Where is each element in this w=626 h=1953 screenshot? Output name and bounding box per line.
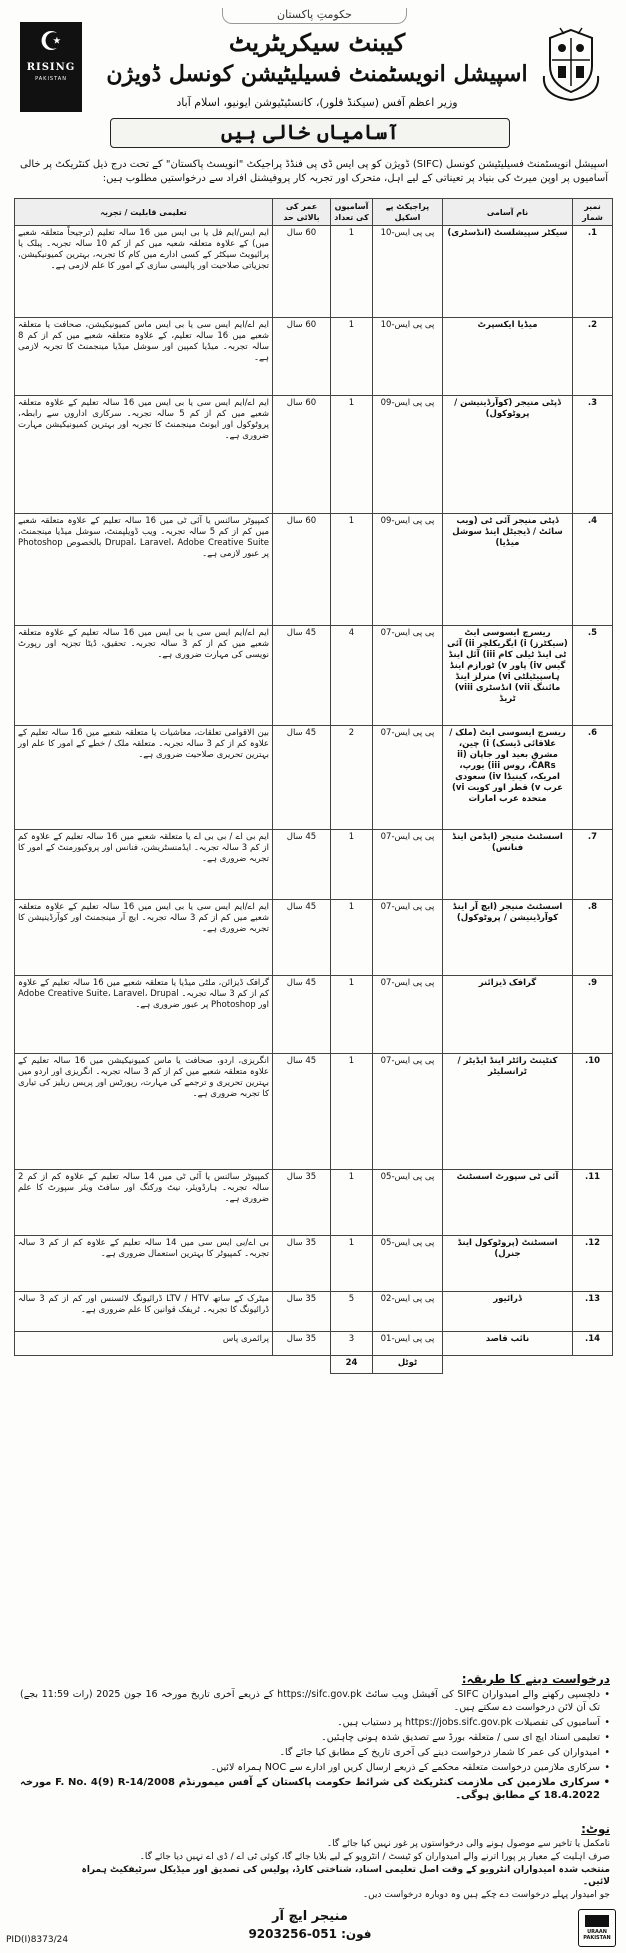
age-limit: 60 سال — [273, 226, 331, 318]
pay-scale: پی پی ایس-07 — [373, 1054, 443, 1170]
post-count: 1 — [331, 396, 373, 514]
rising-pakistan-logo — [20, 22, 82, 112]
row-num: 1. — [573, 226, 613, 318]
table-row — [15, 1170, 613, 1236]
row-num: 5. — [573, 626, 613, 726]
age-limit: 45 سال — [273, 976, 331, 1054]
pay-scale: پی پی ایس-07 — [373, 726, 443, 830]
age-limit: 35 سال — [273, 1332, 331, 1356]
col-header-scale: پراجیکٹ پے اسکیل — [373, 199, 443, 226]
table-total-row — [15, 1356, 613, 1374]
qualification: پرائمری پاس — [15, 1332, 273, 1356]
empty-cell — [573, 1356, 613, 1374]
logo-left-text: RISING — [26, 62, 76, 73]
col-header-num: نمبر شمار — [573, 199, 613, 226]
post-name: ڈرائیور — [443, 1292, 573, 1332]
post-name: اسسٹنٹ منیجر (ایڈمن اینڈ فنانس) — [443, 830, 573, 900]
qualification: انگریزی، اردو، صحافت یا ماس کمیونیکیشن میں 16 سالہ تعلیم کے علاوہ متعلقہ شعبے میں کم از کم 3 سالہ تجربہ۔ انگریزی اور اردو میں بہترین تحریری و ترجمے کی مہارت، رپورٹس اور پریس ریلیز کی تیاری کا تجربہ ضروری ہے۔ — [15, 1054, 273, 1170]
post-name: نائب قاصد — [443, 1332, 573, 1356]
table-row — [15, 830, 613, 900]
age-limit: 60 سال — [273, 396, 331, 514]
list-item: • آسامیوں کی تفصیلات https://jobs.sifc.gov.pk پر دستیاب ہیں۔ — [20, 1716, 610, 1729]
pay-scale: پی پی ایس-07 — [373, 900, 443, 976]
pay-scale: پی پی ایس-05 — [373, 1236, 443, 1292]
post-name: سیکٹر سپیشلسٹ (انڈسٹری) — [443, 226, 573, 318]
age-limit: 60 سال — [273, 514, 331, 626]
col-header-count: آسامیوں کی تعداد — [331, 199, 373, 226]
table-row — [15, 900, 613, 976]
qualification: میٹرک کے ساتھ LTV / HTV ڈرائیونگ لائسنس اور کم از کم 3 سالہ ڈرائیونگ کا تجربہ۔ ٹریفک قوانین کا علم ضروری ہے۔ — [15, 1292, 273, 1332]
age-limit: 60 سال — [273, 318, 331, 396]
header — [12, 8, 614, 136]
how-to-apply-title: درخواست دینے کا طریقہ: — [461, 1672, 610, 1686]
col-header-name: نام آسامی — [443, 199, 573, 226]
uraan-logo-text: URAAN PAKISTAN — [583, 1929, 611, 1941]
age-limit: 45 سال — [273, 626, 331, 726]
how-to-apply-section — [20, 1672, 610, 1804]
logo-left-subtext: PAKISTAN — [35, 76, 67, 82]
post-name: ڈپٹی منیجر آئی ٹی (ویب سائٹ / ڈیجیٹل اینڈ سوشل میڈیا) — [443, 514, 573, 626]
table-row — [15, 1292, 613, 1332]
qualification: بین الاقوامی تعلقات، معاشیات یا متعلقہ شعبے میں 16 سالہ تعلیم کے علاوہ کم از کم 3 سالہ تجربہ۔ متعلقہ ملک / خطے کے امور کا علم اور بہترین تحریری صلاحیت ضروری ہے۔ — [15, 726, 273, 830]
notes-title: نوٹ: — [581, 1822, 610, 1836]
list-item: • امیدواران کی عمر کا شمار درخواست دینے کی آخری تاریخ کے مطابق کیا جائے گا۔ — [20, 1746, 610, 1759]
footer — [0, 1905, 626, 1953]
post-name: اسسٹنٹ (پروٹوکول اینڈ جنرل) — [443, 1236, 573, 1292]
post-name: گرافک ڈیزائنر — [443, 976, 573, 1054]
qualification: کمپیوٹر سائنس یا آئی ٹی میں 16 سالہ تعلیم کے علاوہ متعلقہ شعبے میں کم از کم 5 سالہ تجربہ۔ ویب ڈویلپمنٹ، سوشل میڈیا مینجمنٹ، Drupal، Laravel، Adobe Creative Suite بالخصوص Photoshop پر عبور لازمی ہے۔ — [15, 514, 273, 626]
table-row — [15, 318, 613, 396]
post-name: کنٹینٹ رائٹر اینڈ ایڈیٹر / ٹرانسلیٹر — [443, 1054, 573, 1170]
pay-scale: پی پی ایس-07 — [373, 626, 443, 726]
post-count: 1 — [331, 514, 373, 626]
government-of-pakistan-strip: حکومتِ پاکستان — [222, 8, 407, 24]
table-row — [15, 1332, 613, 1356]
table-row — [15, 1236, 613, 1292]
post-count: 3 — [331, 1332, 373, 1356]
empty-cell — [273, 1356, 331, 1374]
age-limit: 45 سال — [273, 830, 331, 900]
row-num: 8. — [573, 900, 613, 976]
post-name: ریسرچ ایسوسی ایٹ (سیکٹرز) i) ایگریکلچر ii) آئی ٹی اینڈ ٹیلی کام iii) آئل اینڈ گیس iv) پاور v) ٹورازم اینڈ ہاسپیٹیلٹی vi) منرلز اینڈ مائننگ vii) انڈسٹری viii) ٹریڈ — [443, 626, 573, 726]
phone-number: فون: 051-9203256 — [248, 1927, 372, 1941]
list-item: • سرکاری ملازمین درخواست متعلقہ محکمے کے ذریعے ارسال کریں اور ادارے سے NOC ہمراہ لائیں۔ — [20, 1761, 610, 1774]
post-count: 1 — [331, 1236, 373, 1292]
list-item: نامکمل یا تاخیر سے موصول ہونے والی درخواستوں پر غور نہیں کیا جائے گا۔ — [326, 1839, 610, 1849]
list-item: • سرکاری ملازمین کی ملازمت کنٹریکٹ کی شرائط حکومت پاکستان کے آفس میمورنڈم F. No. 4(9) R-14/2008 مورخہ 18.4.2022 کے مطابق ہوگی۔ — [20, 1776, 610, 1802]
empty-cell — [15, 1356, 273, 1374]
uraan-logo-icon — [585, 1915, 609, 1927]
row-num: 13. — [573, 1292, 613, 1332]
table-row — [15, 514, 613, 626]
vacancies-table — [14, 198, 613, 1374]
col-header-qualification: تعلیمی قابلیت / تجربہ — [15, 199, 273, 226]
table-row — [15, 976, 613, 1054]
post-count: 1 — [331, 1170, 373, 1236]
how-to-apply-list — [20, 1688, 610, 1802]
age-limit: 35 سال — [273, 1292, 331, 1332]
col-header-age: عمر کی بالائی حد — [273, 199, 331, 226]
uraan-pakistan-logo — [578, 1909, 616, 1947]
qualification: ایم اے/ایم ایس سی یا بی ایس میں 16 سالہ تعلیم کے علاوہ متعلقہ شعبے میں کم از کم 3 سالہ تجربہ۔ ایچ آر مینجمنٹ اور کوآرڈینیشن کا تجربہ ضروری ہے۔ — [15, 900, 273, 976]
total-value: 24 — [331, 1356, 373, 1374]
qualification: ایم اے/ایم ایس سی یا بی ایس میں 16 سالہ تعلیم کے علاوہ متعلقہ شعبے میں کم از کم 3 سالہ تجربہ۔ تحقیق، ڈیٹا تجزیہ اور رپورٹ نویسی کی مہارت ضروری ہے۔ — [15, 626, 273, 726]
qualification: ایم بی اے / بی بی اے یا متعلقہ شعبے میں 16 سالہ تعلیم کے علاوہ کم از کم 3 سالہ تجربہ۔ ایڈمنسٹریشن، فنانس اور پروکیورمنٹ کے امور کا تجربہ ضروری ہے۔ — [15, 830, 273, 900]
intro-paragraph: اسپیشل انویسٹمنٹ فسیلیٹیشن کونسل (SIFC) ڈویژن کو پی ایس ڈی پی فنڈڈ پراجیکٹ "انویسٹ پاکستان" کے تحت درج ذیل کنٹریکٹ پر خالی آسامیوں پر اوپن میرٹ کی بنیاد پر تعیناتی کے لیے اہل، متحرک اور تجربہ کار پروفیشنل افراد سے درخواستیں مطلوب ہیں: — [20, 159, 608, 184]
list-item: جو امیدوار پہلے درخواست دے چکے ہیں وہ دوبارہ درخواست دیں۔ — [362, 1890, 610, 1900]
table-row — [15, 396, 613, 514]
office-address: وزیر اعظم آفس (سیکنڈ فلور)، کانسٹیٹیوشن ایونیو، اسلام آباد — [176, 96, 458, 109]
post-name: اسسٹنٹ منیجر (ایچ آر اینڈ کوآرڈینیشن / پروٹوکول) — [443, 900, 573, 976]
state-emblem-icon — [540, 26, 602, 104]
post-name: آئی ٹی سپورٹ اسسٹنٹ — [443, 1170, 573, 1236]
post-count: 1 — [331, 1054, 373, 1170]
pay-scale: پی پی ایس-05 — [373, 1170, 443, 1236]
table-row — [15, 726, 613, 830]
list-item: • تعلیمی اسناد ایچ ای سی / متعلقہ بورڈ سے تصدیق شدہ ہونی چاہئیں۔ — [20, 1731, 610, 1744]
pay-scale: پی پی ایس-02 — [373, 1292, 443, 1332]
qualification: بی اے/بی ایس سی میں 14 سالہ تعلیم کے علاوہ کم از کم 3 سالہ تجربہ۔ کمپیوٹر کا بہترین استعمال ضروری ہے۔ — [15, 1236, 273, 1292]
age-limit: 35 سال — [273, 1170, 331, 1236]
post-name: ریسرچ ایسوسی ایٹ (ملک / علاقائی ڈیسک) i) چین، مشرقِ بعید اور جاپان ii) CARs، روس iii) یورپ، امریکہ، کینیڈا iv) سعودی عرب v) قطر اور کویت vi) متحدہ عرب امارات — [443, 726, 573, 830]
pay-scale: پی پی ایس-09 — [373, 396, 443, 514]
age-limit: 35 سال — [273, 1236, 331, 1292]
pay-scale: پی پی ایس-09 — [373, 514, 443, 626]
pay-scale: پی پی ایس-10 — [373, 318, 443, 396]
table-header-row — [15, 199, 613, 226]
post-count: 4 — [331, 626, 373, 726]
qualification: کمپیوٹر سائنس یا آئی ٹی میں 14 سالہ تعلیم کے علاوہ کم از کم 2 سالہ تجربہ۔ ہارڈویئر، نیٹ ورکنگ اور سافٹ ویئر سپورٹ کا علم ضروری ہے۔ — [15, 1170, 273, 1236]
crescent-star-icon: ☪ — [39, 27, 63, 57]
post-count: 1 — [331, 976, 373, 1054]
list-item: صرف اہلیت کے معیار پر پورا اترنے والے امیدواران کو ٹیسٹ / انٹرویو کے لیے بلایا جائے گا، کوئی ٹی اے / ڈی اے نہیں دیا جائے گا۔ — [139, 1852, 610, 1862]
post-count: 1 — [331, 318, 373, 396]
notes-section — [60, 1822, 610, 1901]
row-num: 12. — [573, 1236, 613, 1292]
age-limit: 45 سال — [273, 726, 331, 830]
table-row — [15, 226, 613, 318]
post-name: ڈپٹی منیجر (کوآرڈینیشن / پروٹوکول) — [443, 396, 573, 514]
notes-list — [60, 1838, 610, 1901]
age-limit: 45 سال — [273, 1054, 331, 1170]
qualification: ایم اے/ایم ایس سی یا بی ایس میں 16 سالہ تعلیم کے علاوہ متعلقہ شعبے میں کم از کم 5 سالہ تجربہ۔ سرکاری اداروں سے رابطہ، پروٹوکول اور ایونٹ مینجمنٹ کا تجربہ اور بہترین کمیونیکیشن مہارت ضروری ہے۔ — [15, 396, 273, 514]
pid-number: PID(I)8373/24 — [6, 1935, 69, 1945]
post-count: 1 — [331, 900, 373, 976]
qualification: ایم اے/ایم ایس سی یا بی ایس ماس کمیونیکیشن، صحافت یا متعلقہ شعبے میں 16 سالہ تعلیم، کے علاوہ متعلقہ شعبے میں کم از کم 8 سالہ تجربہ۔ میڈیا کمپین اور سوشل میڈیا مینجمنٹ کا تجربہ لازمی ہے۔ — [15, 318, 273, 396]
row-num: 3. — [573, 396, 613, 514]
total-label: ٹوٹل — [373, 1356, 443, 1374]
row-num: 6. — [573, 726, 613, 830]
row-num: 7. — [573, 830, 613, 900]
row-num: 9. — [573, 976, 613, 1054]
qualification: ایم ایس/ایم فل یا بی ایس میں 16 سالہ تعلیم (ترجیحاً متعلقہ شعبے میں) کے علاوہ متعلقہ شعبہ میں کم از کم 10 سالہ تجربہ۔ پبلک یا پرائیویٹ سیکٹر کے کسی ادارے میں کام کا تجربہ، بہترین کمیونیکیشن، تجزیاتی صلاحیت اور پالیسی سازی کے امور کا علم لازمی ہے۔ — [15, 226, 273, 318]
row-num: 2. — [573, 318, 613, 396]
vacancies-banner: آسامیاں خالی ہیں — [110, 118, 510, 148]
row-num: 14. — [573, 1332, 613, 1356]
table-row — [15, 1054, 613, 1170]
post-count: 2 — [331, 726, 373, 830]
post-count: 5 — [331, 1292, 373, 1332]
title-cabinet-secretariat: کیبنٹ سیکریٹریٹ — [228, 28, 406, 57]
row-num: 4. — [573, 514, 613, 626]
empty-cell — [443, 1356, 573, 1374]
list-item: • دلچسپی رکھنے والے امیدواران SIFC کی آفیشل ویب سائٹ https://sifc.gov.pk کے ذریعے آخری تاریخ مورخہ 16 جون 2025 (رات 11:59 بجے) تک آن لائن درخواست دے سکتے ہیں۔ — [20, 1688, 610, 1714]
row-num: 10. — [573, 1054, 613, 1170]
row-num: 11. — [573, 1170, 613, 1236]
age-limit: 45 سال — [273, 900, 331, 976]
pay-scale: پی پی ایس-07 — [373, 976, 443, 1054]
post-count: 1 — [331, 830, 373, 900]
list-item: منتخب شدہ امیدواران انٹرویو کے وقت اصل تعلیمی اسناد، شناختی کارڈ، پولیس کی تصدیق اور میڈیکل سرٹیفکیٹ ہمراہ لائیں۔ — [81, 1865, 610, 1887]
pay-scale: پی پی ایس-01 — [373, 1332, 443, 1356]
qualification: گرافک ڈیزائن، ملٹی میڈیا یا متعلقہ شعبے میں 16 سالہ تعلیم کے علاوہ کم از کم 3 سالہ تجربہ۔ Adobe Creative Suite، Laravel، Drupal اور Photoshop پر عبور ضروری ہے۔ — [15, 976, 273, 1054]
post-name: میڈیا ایکسپرٹ — [443, 318, 573, 396]
post-count: 1 — [331, 226, 373, 318]
manager-hr: منیجر ایچ آر — [272, 1909, 348, 1924]
pay-scale: پی پی ایس-07 — [373, 830, 443, 900]
pay-scale: پی پی ایس-10 — [373, 226, 443, 318]
table-row — [15, 626, 613, 726]
title-sifc-division: اسپیشل انویسٹمنٹ فسیلیٹیشن کونسل ڈویژن — [106, 61, 528, 87]
